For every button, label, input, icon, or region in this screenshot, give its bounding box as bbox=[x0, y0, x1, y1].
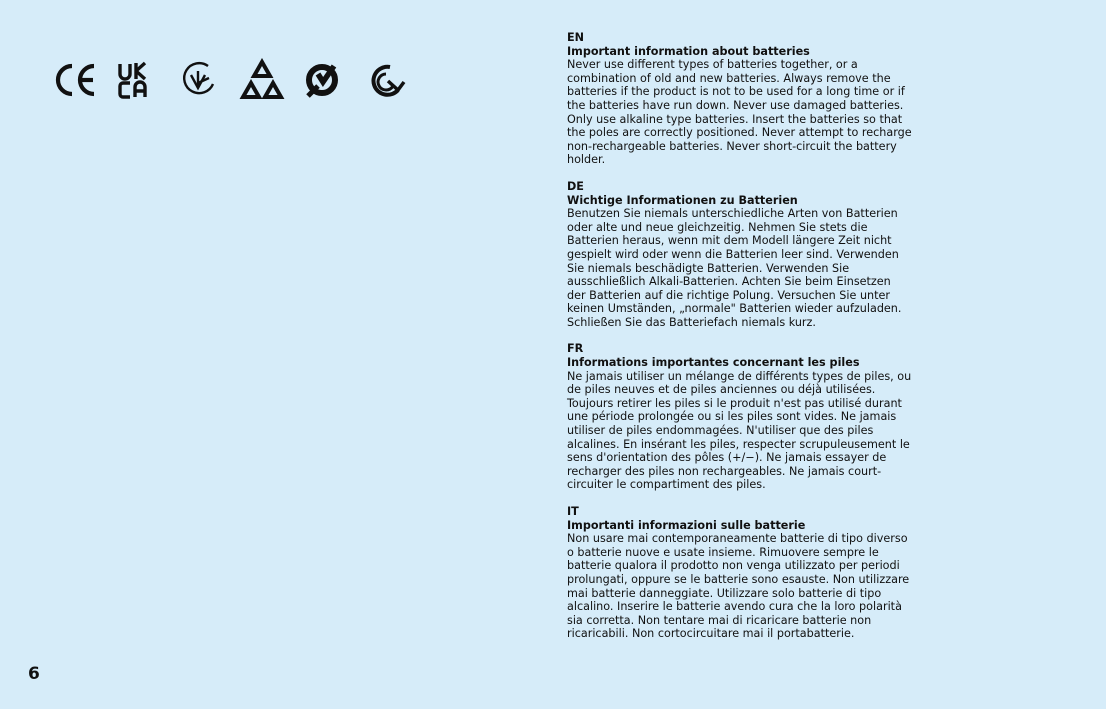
section-de bbox=[567, 180, 912, 330]
section-en bbox=[567, 31, 912, 167]
section-title: Important information about batteries bbox=[567, 44, 810, 58]
language-code: DE bbox=[567, 179, 584, 193]
ukca-mark-icon bbox=[114, 58, 162, 102]
section-title: Importanti informazioni sulle batterie bbox=[567, 518, 806, 532]
section-body: Ne jamais utiliser un mélange de différents types de piles, ou de piles neuves et de piles anciennes ou déjà utilisées. Toujours retirer les piles si le produit n'est pas utilisé durant une période prolongée ou si les piles sont vides. Ne jamais utiliser de piles endommagées. N'utiliser que des piles alcalines. En insérant les piles, respecter scrupuleusement le sens d'orientation des pôles (+/−). Ne jamais essayer de recharger des piles non rechargeables. Ne jamais court-circuiter le compartiment des piles. bbox=[567, 369, 912, 492]
ce-mark-icon bbox=[52, 58, 100, 102]
section-it bbox=[567, 505, 912, 641]
section-body: Never use different types of batteries together, or a combination of old and new batteries. Always remove the batteries if the product is not to be used for a long time or if the batteries have run down. Never use damaged batteries. Only use alkaline type batteries. Insert the batteries so that the poles are correctly positioned. Never attempt to recharge non-rechargeable batteries. Never short-circuit the battery holder. bbox=[567, 58, 912, 167]
language-code: IT bbox=[567, 505, 579, 518]
rcm-mark-icon bbox=[362, 58, 410, 102]
section-title: Wichtige Informationen zu Batterien bbox=[567, 193, 798, 207]
page-number: 6 bbox=[28, 664, 40, 684]
language-code: FR bbox=[567, 342, 584, 356]
section-body: Non usare mai contemporaneamente batterie di tipo diverso o batterie nuove e usate insieme. Rimuovere sempre le batterie qualora il prodotto non venga utilizzato per periodi prolungati, oppure se le batterie sono esauste. Non utilizzare mai batterie danneggiate. Utilizzare solo batterie di tipo alcalino. Inserire le batterie avendo cura che la loro polarità sia corretta. Non tentare mai di ricaricare batterie non ricaricabili. Non cortocircuitare mai il portabatterie. bbox=[567, 532, 910, 641]
battery-information bbox=[567, 31, 912, 654]
ukraine-mark-icon bbox=[176, 58, 224, 102]
eac-triangles-mark-icon bbox=[238, 58, 286, 102]
language-code: EN bbox=[567, 31, 585, 44]
ctick-mark-icon bbox=[300, 58, 348, 102]
section-fr bbox=[567, 342, 912, 492]
section-body: Benutzen Sie niemals unterschiedliche Arten von Batterien oder alte und neue gleichzeitig. Nehmen Sie stets die Batterien heraus, wenn mit dem Modell längere Zeit nicht gespielt wird oder wenn die Batterien leer sind. Verwenden Sie niemals beschädigte Batterien. Verwenden Sie ausschließlich Alkali-Batterien. Achten Sie beim Einsetzen der Batterien auf die richtige Polung. Versuchen Sie unter keinen Umständen, „normale" Batterien wieder aufzuladen. Schließen Sie das Batteriefach niemals kurz. bbox=[567, 207, 902, 329]
section-title: Informations importantes concernant les piles bbox=[567, 356, 860, 370]
certification-marks bbox=[52, 58, 424, 102]
